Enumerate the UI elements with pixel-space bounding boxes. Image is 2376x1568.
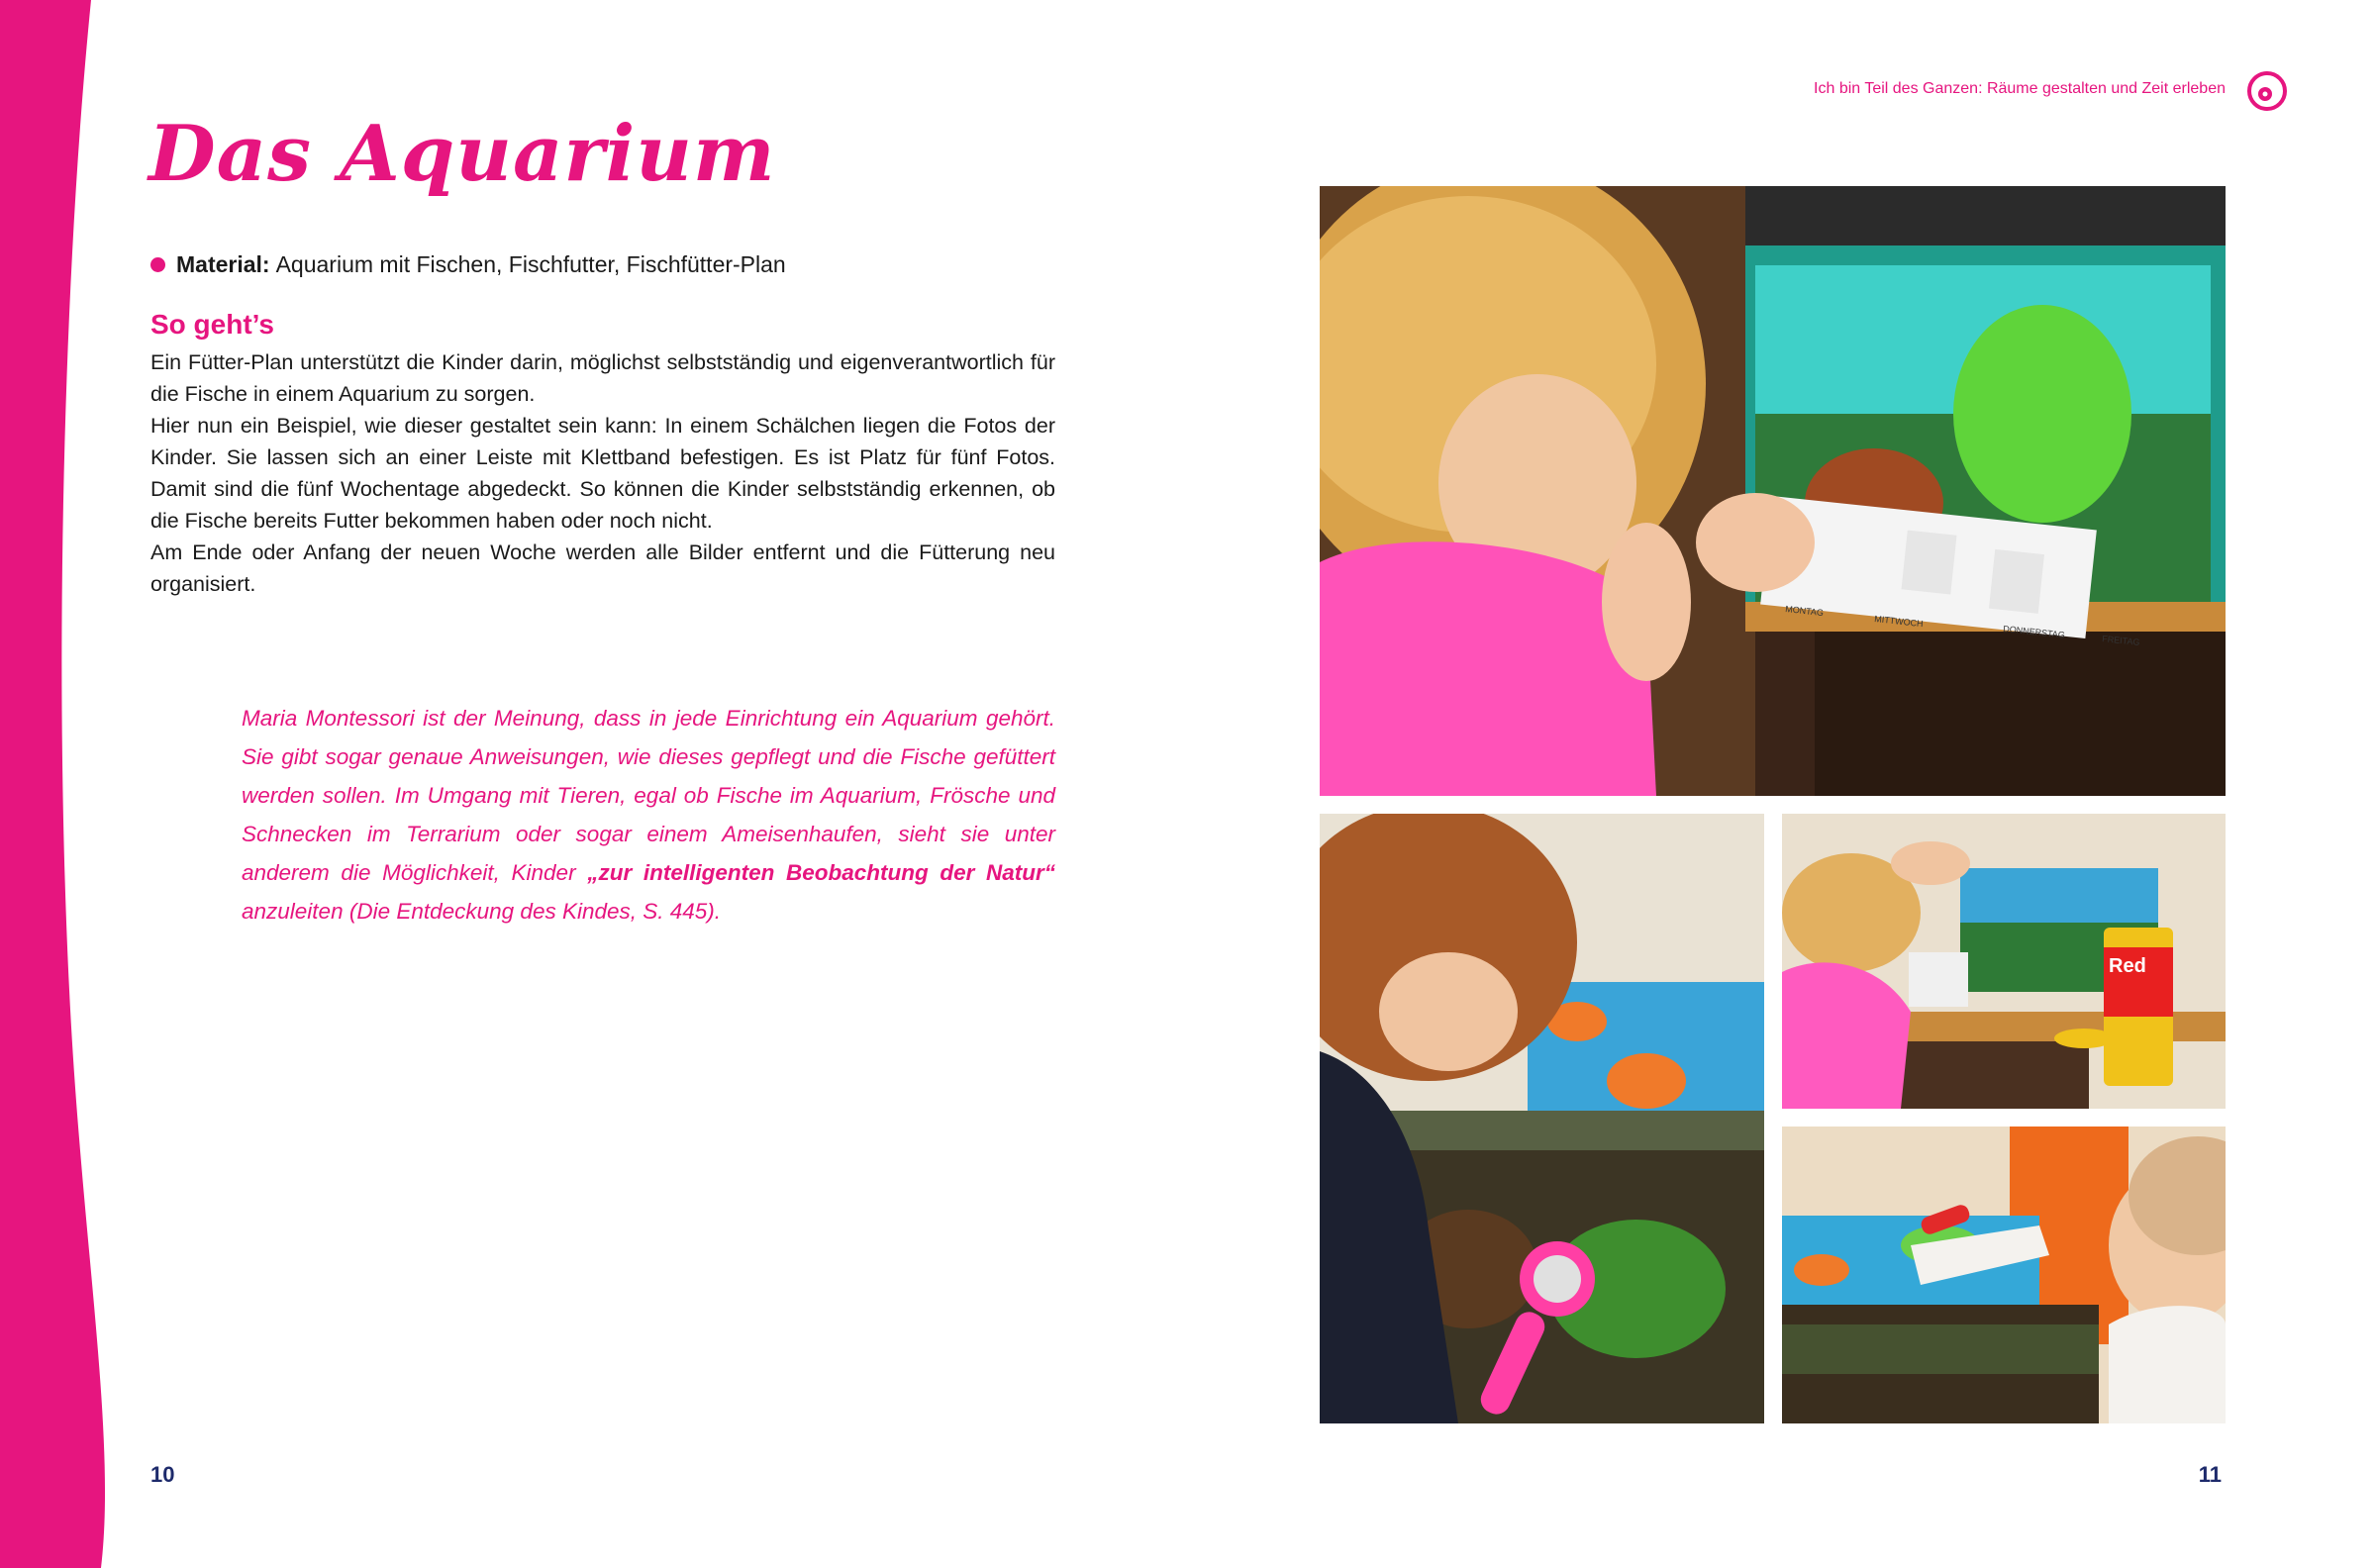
feeding-plan-day-label: MONTAG (1784, 604, 1825, 619)
food-can-label: Red (2109, 955, 2146, 977)
paragraph: Hier nun ein Beispiel, wie dieser gestaltet sein kann: In einem Schälchen liegen die Fotos der Kinder. Sie lassen sich an einer Leiste mit Klettband befestigen. Es ist Platz für fünf Fotos. Damit sind die fünf Wochentage abgedeckt. So können die Kinder selbstständig erkennen, ob die Fische bereits Futter bekommen haben oder noch nicht. (150, 414, 1055, 533)
paragraph: Ein Fütter-Plan unterstützt die Kinder darin, möglichst selbstständig und eigenverantwortlich für die Fische in einem Aquarium zu sorgen. (150, 350, 1055, 406)
photo-child-with-magnifier (1320, 814, 1764, 1423)
page-title: Das Aquarium (148, 109, 776, 199)
page-number-left: 10 (150, 1462, 175, 1487)
photo-child-attaching-feeding-plan (1320, 186, 2226, 796)
quote-text-end: anzuleiten (Die Entdeckung des Kindes, S. 445). (242, 899, 722, 924)
decorative-pink-band (0, 0, 129, 1568)
paragraph: Am Ende oder Anfang der neuen Woche werden alle Bilder entfernt und die Fütterung neu organisiert. (150, 540, 1055, 596)
bullet-dot-icon (150, 257, 165, 272)
running-head: Ich bin Teil des Ganzen: Räume gestalten und Zeit erleben (1814, 80, 2226, 97)
material-label: Material: (176, 251, 270, 277)
section-body (150, 346, 1055, 600)
photo-child-with-red-tool (1782, 1127, 2226, 1423)
photo-child-feeding-fish (1782, 814, 2226, 1109)
feeding-plan-day-label: DONNERSTAG (2002, 624, 2066, 640)
montessori-quote (242, 699, 1055, 931)
page-number-right: 11 (2198, 1462, 2222, 1487)
quote-text: Maria Montessori ist der Meinung, dass in jede Einrichtung ein Aquarium gehört. Sie gibt sogar genaue Anweisungen, wie dieses gepflegt und die Fische gefüttert werden sollen. Im Umgang mit Tieren, egal ob Fische im Aquarium, Frösche und Schnecken im Terrarium oder sogar einem Ameisenhaufen, sieht sie unter anderem die Möglichkeit, Kinder (242, 706, 1055, 885)
material-line (150, 249, 786, 279)
material-text: Aquarium mit Fischen, Fischfutter, Fischfütter-Plan (275, 251, 786, 277)
section-circle-icon (2245, 69, 2289, 113)
feeding-plan-day-label: MITTWOCH (1873, 614, 1925, 630)
quote-emphasis: „zur intelligenten Beobachtung der Natur“ (587, 860, 1056, 885)
section-heading: So geht’s (150, 309, 274, 340)
feeding-plan-day-label: FREITAG (2101, 634, 2140, 647)
